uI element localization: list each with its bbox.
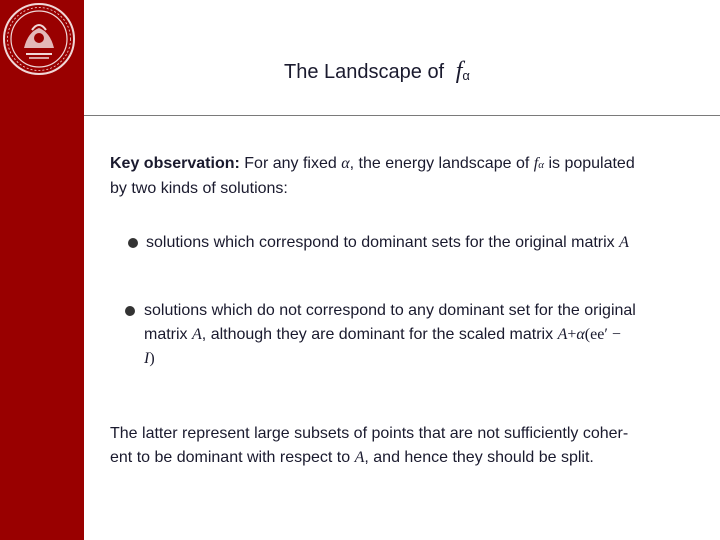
key-observation-paragraph	[110, 152, 700, 201]
list-item	[146, 231, 706, 255]
expr-paren: (ee′ −	[584, 326, 621, 343]
slide-title-text: The Landscape of	[284, 61, 445, 83]
matrix-a-symbol: A	[192, 326, 202, 343]
identity-symbol: I	[144, 350, 150, 367]
list-item	[144, 299, 704, 371]
alpha-symbol: α	[341, 155, 350, 172]
bullet-2-line2-b: , although they are dominant for the scaled matrix	[201, 326, 554, 343]
bullet-1-text: solutions which correspond to dominant sets for the original matrix	[146, 234, 615, 251]
expr-plus: +	[567, 326, 577, 343]
matrix-a-symbol: A	[619, 234, 629, 251]
p2-line2-b: , and hence they should be split.	[364, 449, 594, 466]
bullet-2-line2-a: matrix	[144, 326, 188, 343]
p2-line2-a: ent to be dominant with respect to	[110, 449, 351, 466]
title-symbol-subscript: α	[462, 68, 470, 83]
bullet-icon	[128, 238, 138, 248]
p1-text-a: For any fixed	[244, 155, 337, 172]
matrix-a-symbol: A	[354, 449, 365, 466]
title-symbol: f	[455, 58, 463, 84]
closing-paren: )	[149, 350, 155, 367]
expr-alpha: α	[576, 326, 585, 343]
conclusion-paragraph	[110, 422, 700, 470]
f-subscript: α	[538, 159, 544, 171]
bullet-icon	[125, 306, 135, 316]
p1-text-b: , the energy landscape of	[349, 155, 530, 172]
p1-text-c: is populated	[548, 155, 635, 172]
f-symbol: f	[533, 155, 539, 172]
key-observation-label: Key observation:	[110, 155, 240, 172]
p1-line2: by two kinds of solutions:	[110, 180, 288, 197]
expr-a: A	[557, 326, 568, 343]
p2-line1: The latter represent large subsets of points that are not sufficiently coher-	[110, 425, 629, 442]
bullet-2-line1: solutions which do not correspond to any dominant set for the original	[144, 302, 636, 319]
